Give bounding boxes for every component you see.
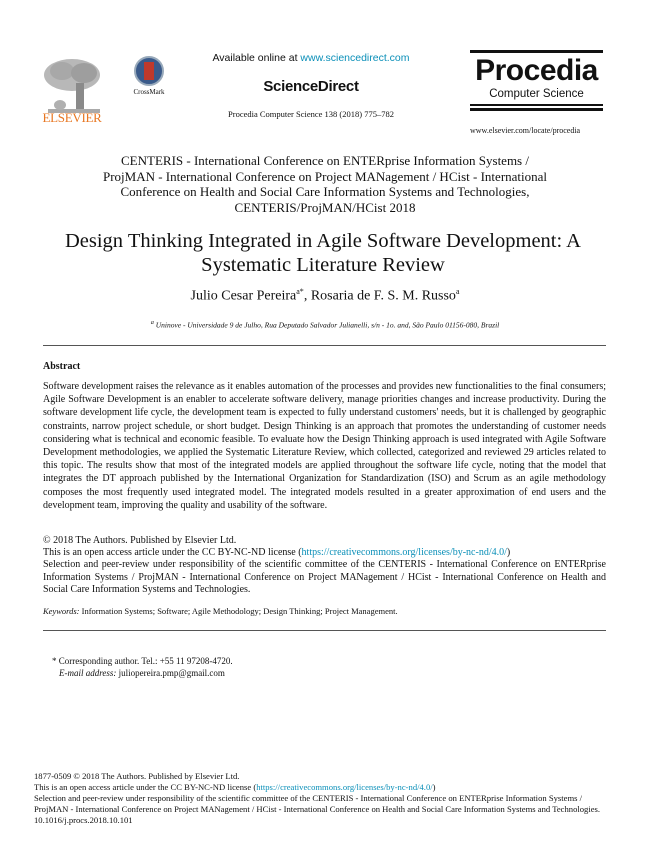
- corresponding-author-line: * Corresponding author. Tel.: +55 11 97208-4720.: [52, 656, 233, 666]
- affiliation-text: Uninove - Universidade 9 de Julho, Rua Deputado Salvador Julianelli, s/n - 1o. and, São Paulo 01156-080, Brazil: [153, 320, 500, 330]
- conference-line: CENTERIS/ProjMAN/HCist 2018: [234, 199, 416, 215]
- footer-open-access-line: [34, 782, 614, 793]
- issn-line: 1877-0509 © 2018 The Authors. Published by Elsevier Ltd.: [34, 771, 240, 781]
- title-line: Systematic Literature Review: [201, 254, 445, 276]
- author-separator: ,: [303, 288, 311, 304]
- crossmark-icon: [134, 56, 164, 86]
- procedia-subtitle: Computer Science: [489, 88, 584, 100]
- open-access-suffix: ): [432, 782, 436, 792]
- footer-license-link[interactable]: https://creativecommons.org/licenses/by-nc-nd/4.0/: [256, 782, 433, 792]
- corresponding-author-footnote: [52, 656, 452, 679]
- conference-name: [60, 153, 590, 215]
- author-affiliation-mark: a: [455, 287, 460, 296]
- sciencedirect-wordmark: ScienceDirect: [263, 78, 359, 95]
- footer-peer-review: Selection and peer-review under responsibility of the scientific committee of the CENTERIS - International Conference on ENTERprise Information Systems / ProjMAN - International Conference on Project MANagement / HCist - International Conference on Health and Social Care Information Systems and Technologies.: [34, 793, 601, 814]
- author-list: [60, 287, 590, 305]
- abstract-heading: Abstract: [43, 361, 81, 372]
- procedia-logo: [470, 50, 603, 115]
- divider: [43, 630, 606, 631]
- available-online-text: Available online at: [212, 52, 301, 64]
- license-block: [43, 535, 606, 596]
- open-access-text: This is an open access article under the CC BY-NC-ND license (: [43, 547, 302, 559]
- divider: [470, 50, 603, 53]
- author-affiliation-mark: a*: [296, 287, 304, 296]
- affiliation: [40, 319, 610, 330]
- procedia-url-link[interactable]: www.elsevier.com/locate/procedia: [470, 126, 581, 135]
- email-line: [52, 668, 452, 680]
- open-access-suffix: ): [506, 547, 511, 559]
- divider: [470, 104, 603, 106]
- abstract-body: Software development raises the relevance as it enables automation of the processes and provides new functionalities to the final consumers; Agile Software Development is an enabler to accelerate software delivery, manage priorities changes and increase productivity. During the software development life cycle, the development team is expected to fully understand customers' needs, but it is challenged by geographic constraints, narrow project schedule, or short budget. Design Thinking is an approach that promotes the understanding of customer needs considering what is technical and economic feasible. To evaluate how the Design Thinking approach is used integrated with Agile Software Development methodologies, we applied the Systematic Literature Review, which collected, categorized and reviewed 29 articles related to this topic. The results show that most of the integrated models are applied throughout the software life cycle, noting that the model that integrates the DT approach published by the International Organization for Standardization (ISO) and Scrum as an agile methodology composes the most frequently used integrated model. The integrated models resulted in a greater approximation of end users and the development team, improving the quality and usability of the software.: [43, 381, 606, 511]
- conference-line: ProjMAN - International Conference on Project MANagement / HCist - International: [102, 168, 548, 184]
- author-name: Rosaria de F. S. M. Russo: [310, 288, 456, 304]
- divider: [43, 345, 606, 346]
- author-name: Julio Cesar Pereira: [190, 288, 297, 304]
- divider: [470, 108, 603, 111]
- journal-reference: Procedia Computer Science 138 (2018) 775–782: [228, 109, 394, 119]
- email-label: E-mail address:: [59, 667, 117, 678]
- paper-title: [20, 229, 626, 277]
- open-access-text: This is an open access article under the CC BY-NC-ND license (: [34, 782, 257, 792]
- peer-review-line: Selection and peer-review under responsibility of the scientific committee of the CENTERIS - International Conference on ENTERprise Information Systems / ProjMAN - International Conference on Project MANagement / HCist - International Conference on Health and Social Care Information Systems and Technologies.: [43, 559, 606, 595]
- crossmark-button[interactable]: [128, 56, 170, 96]
- available-online: [186, 52, 436, 64]
- license-link[interactable]: https://creativecommons.org/licenses/by-nc-nd/4.0/: [301, 547, 507, 559]
- open-access-line: [43, 547, 606, 559]
- keywords-values: Information Systems; Software; Agile Methodology; Design Thinking; Project Management.: [79, 606, 398, 616]
- sciencedirect-link[interactable]: www.sciencedirect.com: [300, 52, 410, 64]
- title-line: Design Thinking Integrated in Agile Software Development: A: [64, 230, 581, 252]
- conference-line: Conference on Health and Social Care Information Systems and Technologies,: [120, 184, 530, 199]
- page-footer: [34, 771, 614, 826]
- affiliation-mark: a: [150, 319, 154, 326]
- crossmark-label: CrossMark: [133, 88, 165, 96]
- keywords-label: Keywords:: [43, 606, 80, 616]
- email-address[interactable]: juliopereira.pmp@gmail.com: [116, 667, 225, 678]
- keywords: [43, 606, 606, 616]
- elsevier-wordmark: ELSEVIER: [42, 110, 102, 125]
- procedia-title: Procedia: [475, 54, 598, 87]
- conference-line: CENTERIS - International Conference on ENTERprise Information Systems /: [121, 153, 529, 168]
- copyright-line: © 2018 The Authors. Published by Elsevier Ltd.: [43, 535, 237, 546]
- doi[interactable]: 10.1016/j.procs.2018.10.101: [34, 815, 133, 825]
